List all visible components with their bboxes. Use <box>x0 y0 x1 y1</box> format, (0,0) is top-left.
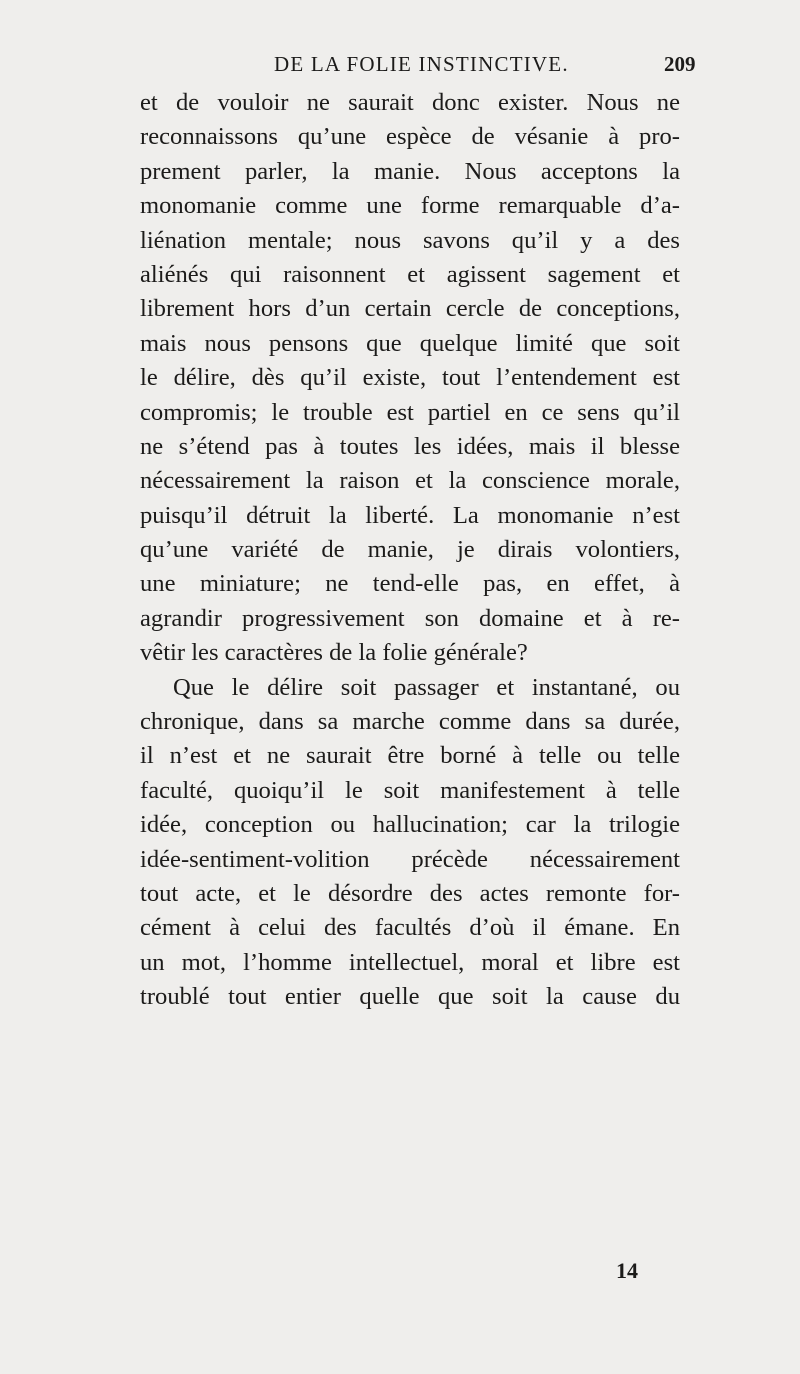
text-line: idée, conception ou hallucination; car la trilogie <box>140 811 680 839</box>
text-line: tout acte, et le désordre des actes remonte for- <box>140 879 680 907</box>
text-line: qu’une variété de manie, je dirais volontiers, <box>140 536 680 564</box>
text-line: mais nous pensons que quelque limité que soit <box>140 329 680 357</box>
text-line: troublé tout entier quelle que soit la cause du <box>140 983 680 1011</box>
text-line: librement hors d’un certain cercle de conceptions, <box>140 295 680 323</box>
text-line: nécessairement la raison et la conscience morale, <box>140 467 680 495</box>
text-line: agrandir progressivement son domaine et à re- <box>140 604 680 632</box>
running-title: DE LA FOLIE INSTINCTIVE. <box>274 52 569 76</box>
text-line: chronique, dans sa marche comme dans sa durée, <box>140 708 680 736</box>
text-line: il n’est et ne saurait être borné à telle ou telle <box>140 742 680 770</box>
text-line: et de vouloir ne saurait donc exister. Nous ne <box>140 89 680 116</box>
text-line: prement parler, la manie. Nous acceptons la <box>140 157 680 185</box>
text-line: le délire, dès qu’il existe, tout l’entendement est <box>140 364 680 392</box>
running-head <box>0 52 800 82</box>
text-line: faculté, quoiqu’il le soit manifestement à telle <box>140 776 680 804</box>
text-line: monomanie comme une forme remarquable d’a- <box>140 192 680 220</box>
signature-mark: 14 <box>616 1258 638 1283</box>
text-line: compromis; le trouble est partiel en ce sens qu’il <box>140 398 680 426</box>
text-line: ne s’étend pas à toutes les idées, mais il blesse <box>140 432 680 460</box>
page-number: 209 <box>664 52 696 76</box>
text-line: idée-sentiment-volition précède nécessairement <box>140 845 680 873</box>
text-line-paragraph-start: Que le délire soit passager et instantané, ou <box>173 673 680 701</box>
text-line: reconnaissons qu’une espèce de vésanie à pro- <box>140 123 680 151</box>
text-line: un mot, l’homme intellectuel, moral et libre est <box>140 948 680 976</box>
text-line: une miniature; ne tend-elle pas, en effet, à <box>140 570 680 598</box>
body-text <box>140 86 680 1015</box>
text-line: cément à celui des facultés d’où il émane. En <box>140 914 680 942</box>
text-line: liénation mentale; nous savons qu’il y a des <box>140 226 680 254</box>
text-line-paragraph-end: vêtir les caractères de la folie générale? <box>140 639 528 667</box>
text-line: aliénés qui raisonnent et agissent sagement et <box>140 260 680 288</box>
text-line: puisqu’il détruit la liberté. La monomanie n’est <box>140 501 680 529</box>
